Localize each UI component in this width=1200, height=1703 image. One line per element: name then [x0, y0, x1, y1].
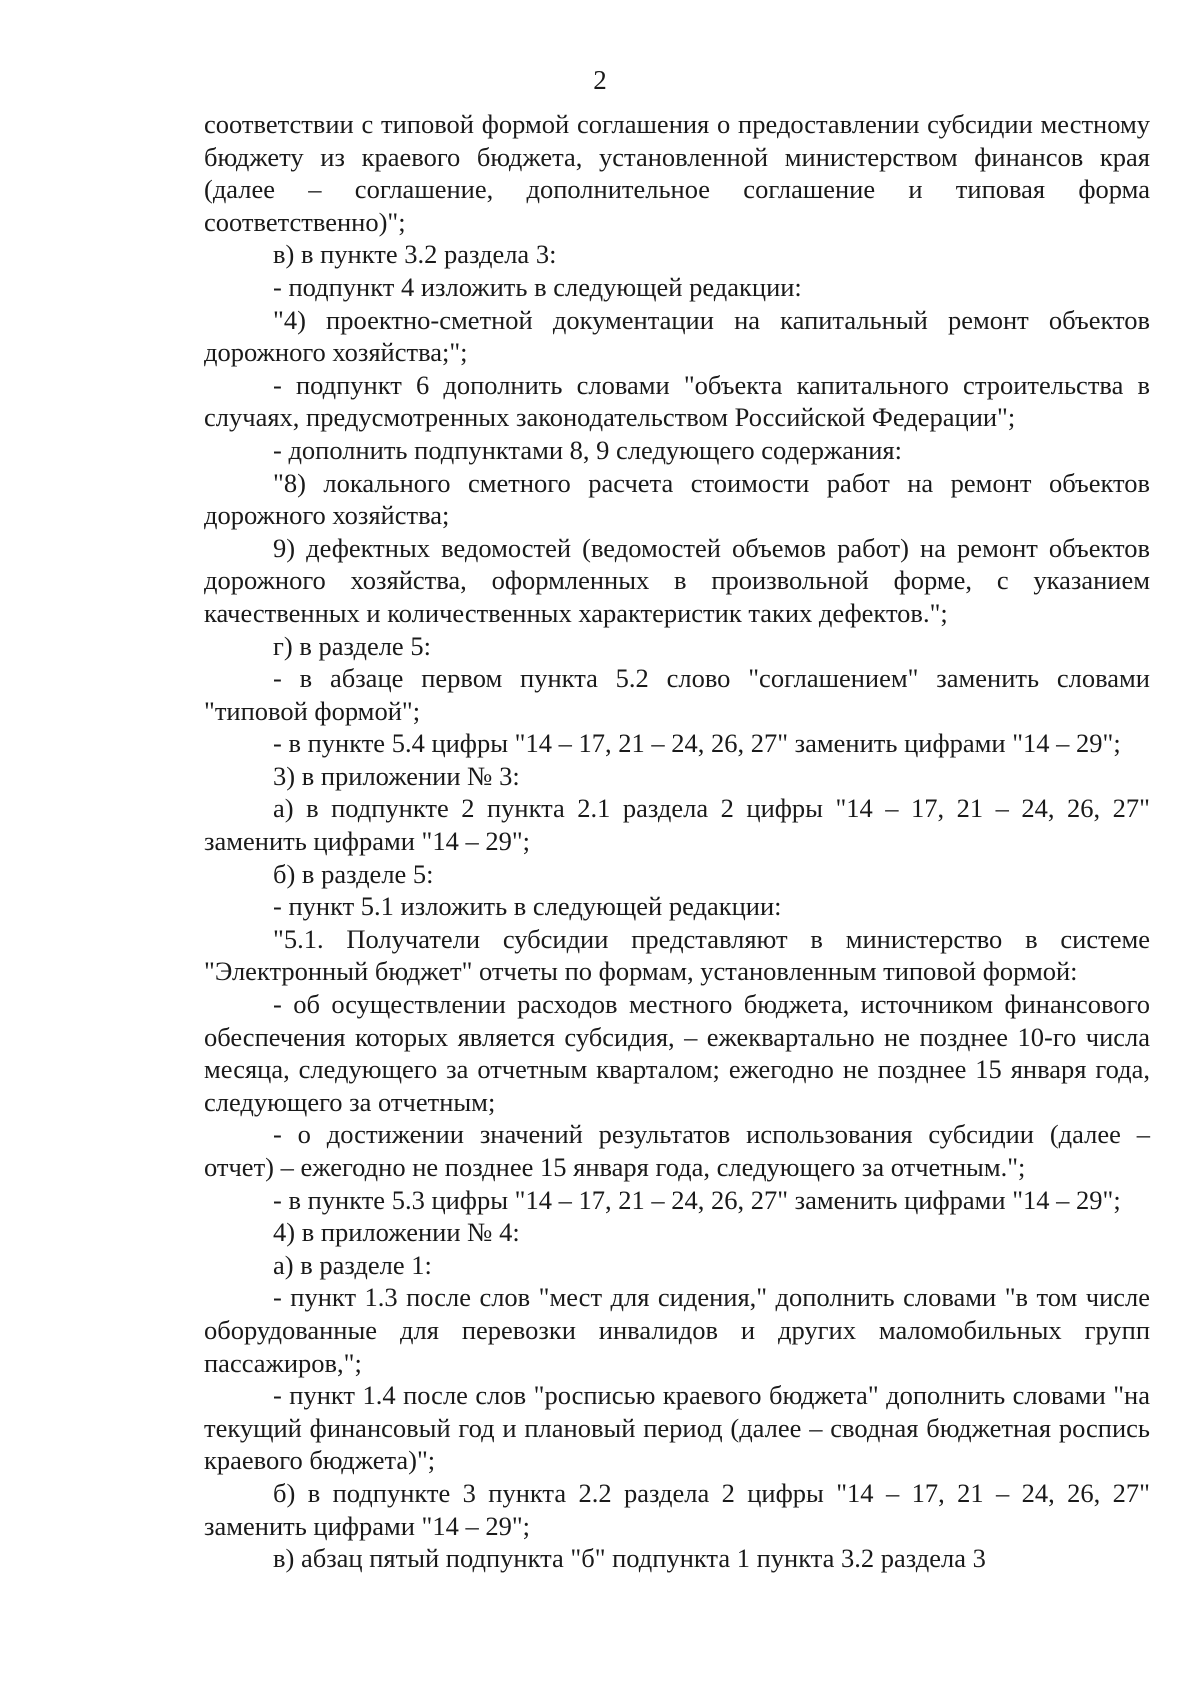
- paragraph: 4) в приложении № 4:: [273, 1217, 520, 1248]
- paragraph: соответствии с типовой формой соглашения о предоставлении субсидии местному бюджету из краевого бюджета, установленной министерством финансов края (далее – соглашение, дополнительное соглашение и типовая форма соответственно)";: [204, 109, 1150, 237]
- paragraph: г) в разделе 5:: [273, 630, 431, 661]
- paragraph: - в абзаце первом пункта 5.2 слово "соглашением" заменить словами "типовой формой";: [204, 663, 1150, 726]
- paragraph: "8) локального сметного расчета стоимости работ на ремонт объектов дорожного хозяйства;: [204, 467, 1150, 531]
- paragraph: - дополнить подпунктами 8, 9 следующего содержания:: [273, 434, 902, 465]
- paragraph: - пункт 5.1 изложить в следующей редакции:: [273, 891, 782, 922]
- paragraph: - подпункт 4 изложить в следующей редакции:: [273, 271, 802, 302]
- paragraph: 9) дефектных ведомостей (ведомостей объемов работ) на ремонт объектов дорожного хозяйства, оформленных в произвольной форме, с указанием качественных и количественных характеристик таких дефектов.";: [204, 532, 1150, 628]
- paragraph: б) в подпункте 3 пункта 2.2 раздела 2 цифры "14 – 17, 21 – 24, 26, 27" заменить цифрами "14 – 29";: [204, 1477, 1150, 1541]
- page-number: 2: [593, 65, 607, 95]
- paragraph: - о достижении значений результатов использования субсидии (далее – отчет) – ежегодно не позднее 15 января года, следующего за отчетным.";: [204, 1119, 1150, 1182]
- paragraph: а) в разделе 1:: [273, 1249, 432, 1280]
- paragraph: 3) в приложении № 3:: [273, 760, 520, 791]
- paragraph: "4) проектно-сметной документации на капитальный ремонт объектов дорожного хозяйства;";: [204, 304, 1150, 368]
- paragraph: б) в разделе 5:: [273, 858, 434, 889]
- paragraph: а) в подпункте 2 пункта 2.1 раздела 2 цифры "14 – 17, 21 – 24, 26, 27" заменить цифрами "14 – 29";: [204, 793, 1150, 857]
- paragraph: в) в пункте 3.2 раздела 3:: [273, 239, 557, 270]
- paragraph: - в пункте 5.4 цифры "14 – 17, 21 – 24, 26, 27" заменить цифрами "14 – 29";: [273, 728, 1121, 759]
- paragraph: - пункт 1.4 после слов "росписью краевого бюджета" дополнить словами "на текущий финансовый год и плановый период (далее – сводная бюджетная роспись краевого бюджета)";: [204, 1380, 1150, 1476]
- paragraph: - в пункте 5.3 цифры "14 – 17, 21 – 24, 26, 27" заменить цифрами "14 – 29";: [273, 1184, 1121, 1215]
- paragraph: "5.1. Получатели субсидии представляют в министерство в системе "Электронный бюджет" отчеты по формам, установленным типовой формой:: [204, 923, 1150, 987]
- paragraph: - пункт 1.3 после слов "мест для сидения," дополнить словами "в том числе оборудованные для перевозки инвалидов и других маломобильных групп пассажиров,";: [204, 1282, 1150, 1378]
- document-body: [204, 108, 1150, 1575]
- paragraph: - подпункт 6 дополнить словами "объекта капитального строительства в случаях, предусмотренных законодательством Российской Федерации";: [204, 369, 1150, 433]
- paragraph: - об осуществлении расходов местного бюджета, источником финансового обеспечения которых является субсидия, – ежеквартально не позднее 10-го числа месяца, следующего за отчетным кварталом; ежегодно не позднее 15 января года, следующего за отчетным;: [204, 989, 1150, 1117]
- paragraph: в) абзац пятый подпункта "б" подпункта 1 пункта 3.2 раздела 3: [273, 1543, 986, 1574]
